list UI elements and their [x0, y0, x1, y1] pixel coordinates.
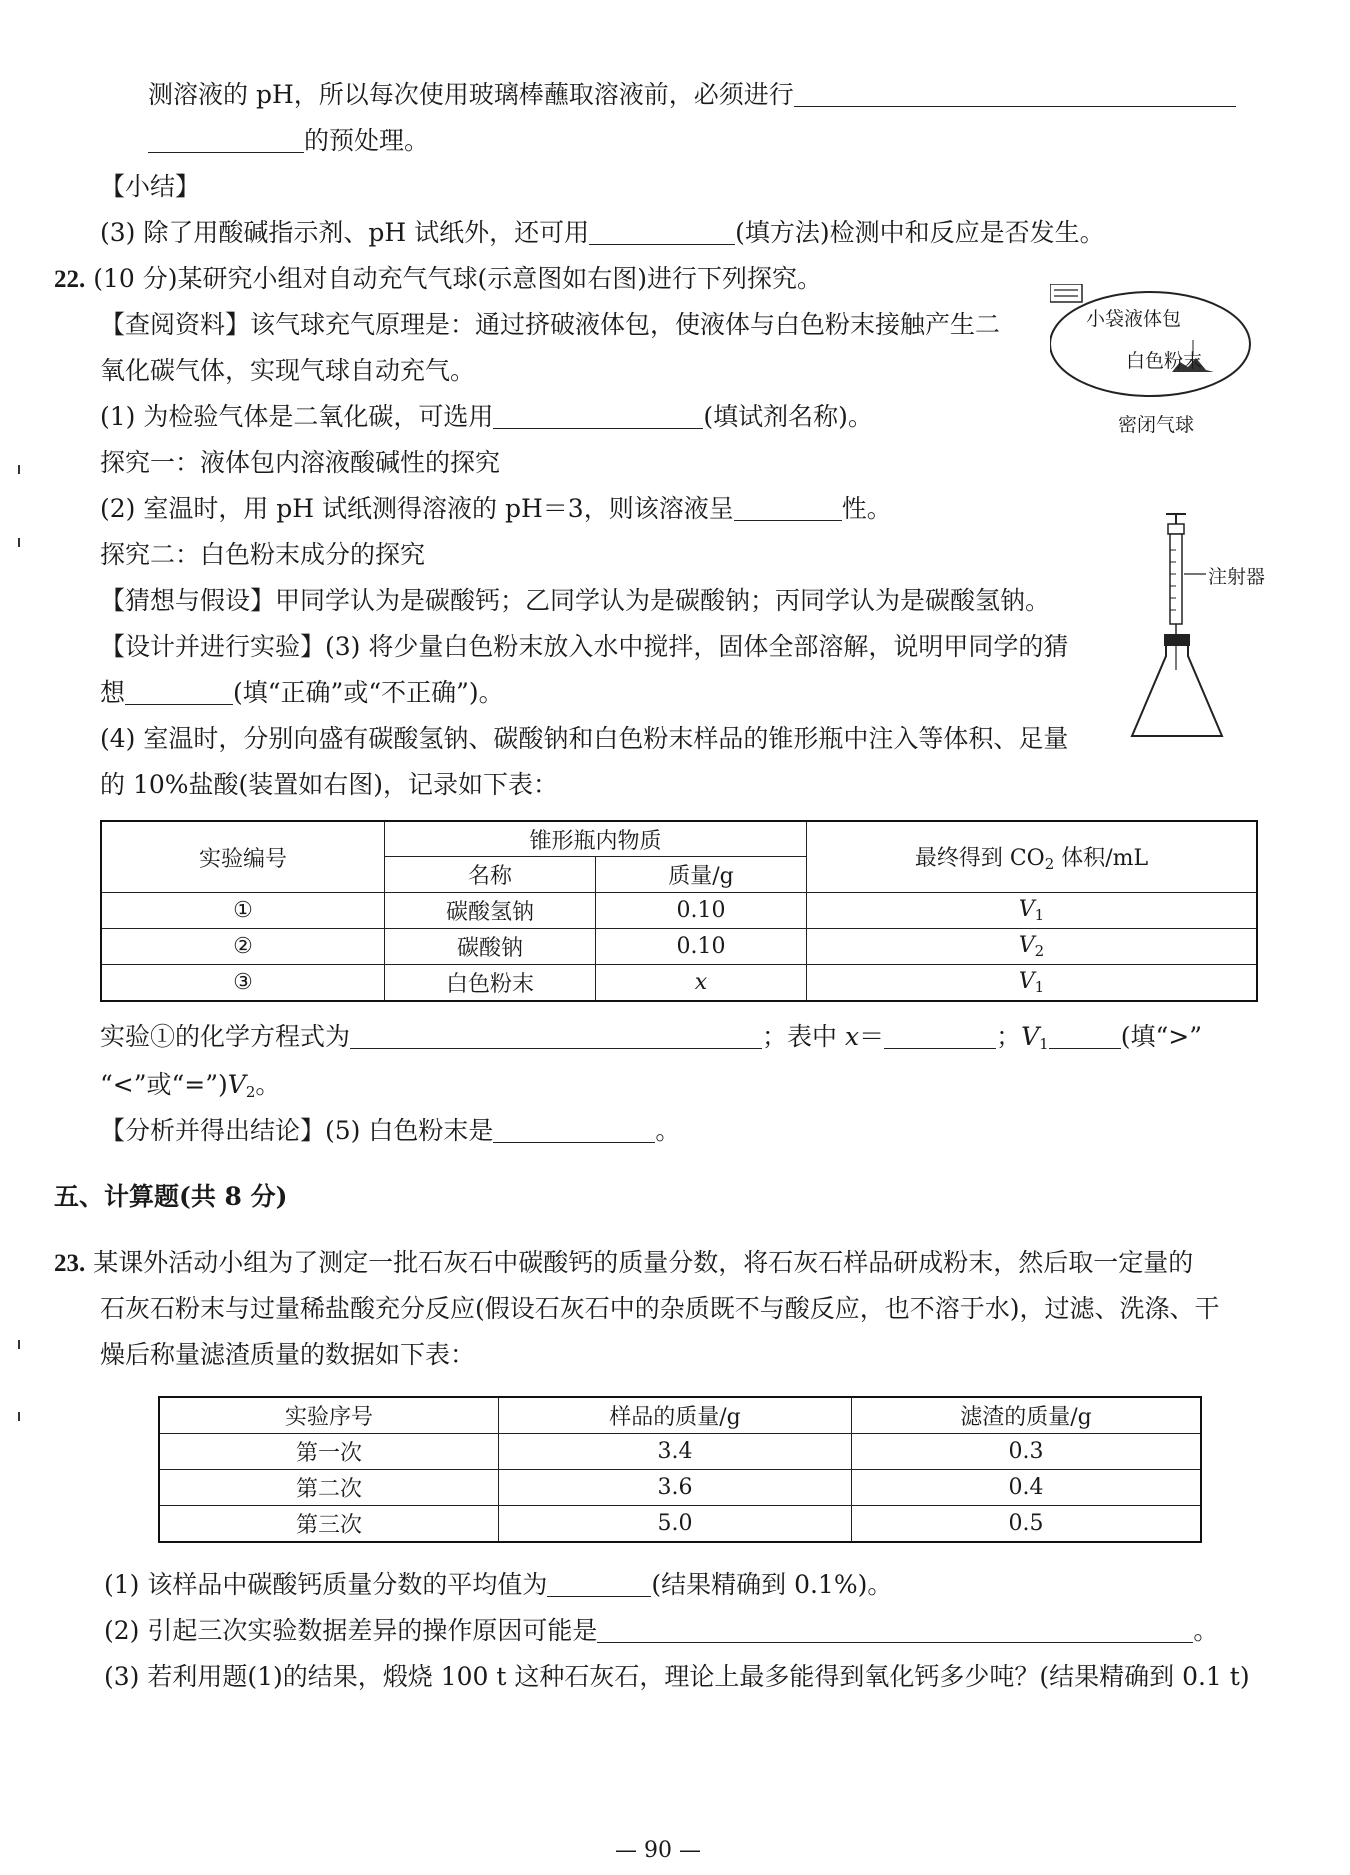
cell: 0.5 [852, 1506, 1202, 1543]
answer-blank[interactable] [350, 1022, 762, 1049]
page-number: — 90 — [615, 1838, 701, 1863]
cell: 0.3 [852, 1434, 1202, 1470]
cell: 0.4 [852, 1470, 1202, 1506]
text-line: 石灰石粉末与过量稀盐酸充分反应(假设石灰石中的杂质既不与酸反应，也不溶于水)，过滤、洗涤、干 [100, 1294, 1220, 1323]
cell: 3.6 [499, 1470, 852, 1506]
table-row [159, 1434, 1201, 1470]
header-co2-volume: 最终得到 $CO_2$ 体积/mL [807, 821, 1258, 893]
answer-blank[interactable] [493, 402, 703, 429]
question-number: 23. [54, 1250, 86, 1277]
cell-name: 碳酸氢钠 [385, 893, 596, 929]
table-row [101, 893, 1257, 929]
label-white-powder: 白色粉末 [1126, 350, 1203, 372]
header-cell: 样品的质量/g [499, 1397, 852, 1434]
cell: 5.0 [499, 1506, 852, 1543]
answer-blank[interactable] [884, 1022, 996, 1049]
experiment-table [100, 820, 1258, 1002]
text: 测溶液的 pH，所以每次使用玻璃棒蘸取溶液前，必须进行 [148, 80, 794, 109]
margin-mark [18, 1340, 20, 1349]
text-line [100, 400, 873, 434]
text-line [100, 492, 892, 526]
text-line [148, 78, 1236, 112]
answer-blank[interactable] [547, 1570, 651, 1597]
text: 性。 [841, 494, 892, 523]
cell-volume: $V_1$ [807, 965, 1258, 1002]
text-line: 探究二：白色粉末成分的探究 [100, 540, 426, 569]
section-heading: 【小结】 [100, 172, 201, 201]
text: (10 分)某研究小组对自动充气气球(示意图如右图)进行下列探究。 [93, 264, 822, 293]
margin-mark [18, 1412, 20, 1421]
text: 某课外活动小组为了测定一批石灰石中碳酸钙的质量分数，将石灰石样品研成粉末，然后取一定量的 [93, 1248, 1194, 1277]
text-line [104, 1568, 892, 1602]
cell-name: 白色粉末 [385, 965, 596, 1002]
text-line: (3) 若利用题(1)的结果，煅烧 100 t 这种石灰石，理论上最多能得到氧化钙多少吨？(结果精确到 0.1 t) [104, 1662, 1250, 1691]
cell-volume: $V_2$ [807, 929, 1258, 965]
text: (填“正确”或“不正确”)。 [233, 678, 504, 707]
table-row [159, 1506, 1201, 1543]
table-row [101, 965, 1257, 1002]
question-23-intro [54, 1246, 1193, 1281]
answer-blank[interactable] [794, 80, 1236, 107]
label-liquid-bag: 小袋液体包 [1086, 308, 1182, 330]
text-line: 氧化碳气体，实现气球自动充气。 [100, 356, 476, 385]
cell-no: ② [101, 929, 385, 965]
answer-blank[interactable] [597, 1616, 1193, 1643]
answer-blank[interactable] [493, 1116, 655, 1143]
cell-mass: 0.10 [596, 893, 807, 929]
cell-name: 碳酸钠 [385, 929, 596, 965]
text-line: 【查阅资料】该气球充气原理是：通过挤破液体包，使液体与白色粉末接触产生二 [100, 310, 1001, 339]
text: (1) 为检验气体是二氧化碳，可选用 [100, 402, 494, 431]
header-exp-no: 实验编号 [101, 821, 385, 893]
answer-blank[interactable] [1049, 1022, 1121, 1049]
cell: 第三次 [159, 1506, 499, 1543]
header-cell: 滤渣的质量/g [852, 1397, 1202, 1434]
syringe-flask-apparatus [1130, 510, 1240, 745]
question-number: 22. [54, 266, 86, 293]
header-cell: 实验序号 [159, 1397, 499, 1434]
text-line [104, 1614, 1218, 1648]
header-name: 名称 [385, 857, 596, 893]
text: (结果精确到 0.1%)。 [651, 1570, 893, 1599]
header-flask-contents: 锥形瓶内物质 [385, 821, 807, 857]
text: (3) 除了用酸碱指示剂、pH 试纸外，还可用 [100, 218, 590, 247]
table-row [159, 1470, 1201, 1506]
margin-mark [18, 465, 20, 474]
cell-no: ③ [101, 965, 385, 1002]
text-line: 的 10%盐酸(装置如右图)，记录如下表： [100, 770, 559, 799]
text-line: “<”或“$=”)V_2$。 [100, 1070, 281, 1101]
text: (2) 室温时，用 pH 试纸测得溶液的 pH＝3，则该溶液呈 [100, 494, 734, 523]
label-sealed-balloon: 密闭气球 [1118, 414, 1195, 436]
limestone-table [158, 1396, 1202, 1543]
text-line [100, 676, 504, 710]
margin-mark [18, 538, 20, 547]
header-mass: 质量/g [596, 857, 807, 893]
text-line: 【分析并得出结论】(5) 白色粉末是 。 [100, 1116, 681, 1145]
cell: 第二次 [159, 1470, 499, 1506]
text-line: 燥后称量滤渣质量的数据如下表： [100, 1340, 476, 1369]
text-line: 【设计并进行实验】(3) 将少量白色粉末放入水中搅拌，固体全部溶解，说明甲同学的猜 [100, 632, 1069, 661]
text: 【分析并得出结论】(5) 白色粉末是 [100, 1116, 494, 1145]
cell-mass: 0.10 [596, 929, 807, 965]
text-line: 【猜想与假设】甲同学认为是碳酸钙；乙同学认为是碳酸钠；丙同学认为是碳酸氢钠。 [100, 586, 1051, 615]
label-syringe: 注射器 [1208, 566, 1266, 588]
question-22-intro [54, 262, 822, 297]
section-heading: 五、计算题(共 8 分) [54, 1182, 288, 1211]
answer-blank[interactable] [589, 218, 735, 245]
text-line [100, 216, 1105, 250]
text-line: 探究一：液体包内溶液酸碱性的探究 [100, 448, 501, 477]
text-line: (4) 室温时，分别向盛有碳酸氢钠、碳酸钠和白色粉末样品的锥形瓶中注入等体积、足量 [100, 724, 1069, 753]
text: 想 [100, 678, 126, 707]
text: 的预处理。 [304, 126, 430, 155]
cell: 3.4 [499, 1434, 852, 1470]
answer-blank[interactable] [734, 494, 842, 521]
cell-no: ① [101, 893, 385, 929]
cell-volume: $V_1$ [807, 893, 1258, 929]
answer-blank[interactable] [148, 126, 304, 153]
cell: 第一次 [159, 1434, 499, 1470]
text: (填试剂名称)。 [703, 402, 873, 431]
table-row [101, 929, 1257, 965]
text-line: 实验①的化学方程式为 ；表中 x＝ ；$V_1$ (填“>” [100, 1022, 1202, 1053]
text: (填方法)检测中和反应是否发生。 [735, 218, 1105, 247]
text: 实验①的化学方程式为 [100, 1022, 351, 1051]
answer-blank[interactable] [125, 678, 233, 705]
cell-mass: x [596, 965, 807, 1002]
text: 。 [1193, 1616, 1219, 1645]
text: (1) 该样品中碳酸钙质量分数的平均值为 [104, 1570, 548, 1599]
text: (2) 引起三次实验数据差异的操作原因可能是 [104, 1616, 598, 1645]
text-line [148, 124, 429, 158]
